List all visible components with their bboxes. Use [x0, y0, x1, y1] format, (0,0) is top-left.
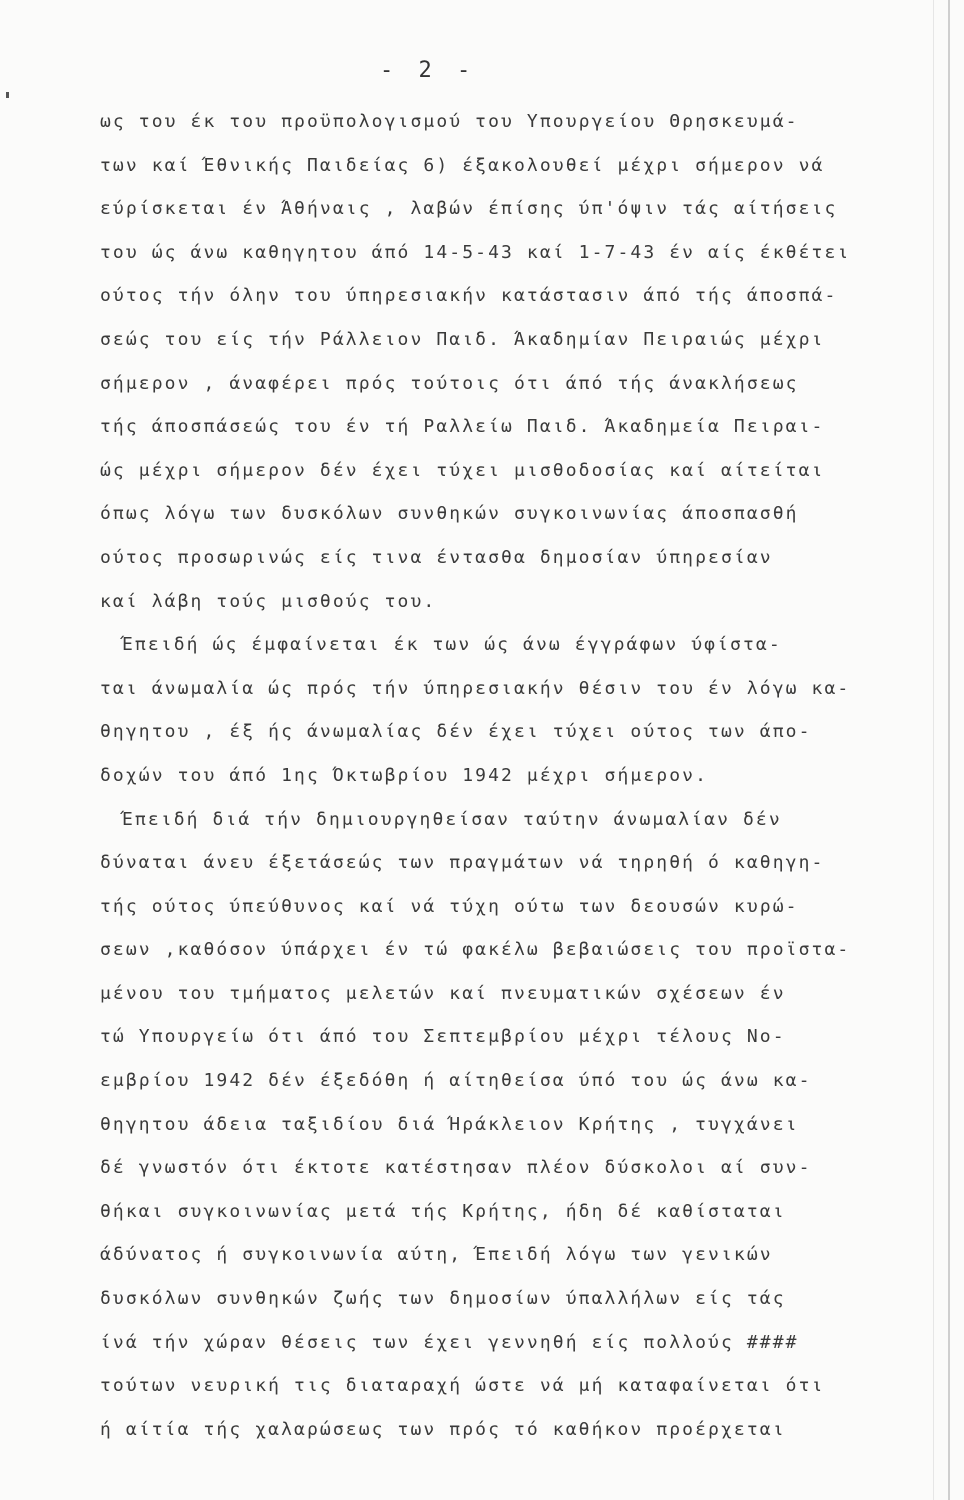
text-line: τούτων νευρική τις διαταραχή ώστε νά μή καταφαίνεται ότι	[100, 1375, 825, 1397]
text-line: ώς μέχρι σήμερον δέν έχει τύχει μισθοδοσίας καί αίτείται	[100, 459, 825, 481]
text-line: Έπειδή διά τήν δημιουργηθείσαν ταύτην άνωμαλίαν δέν	[122, 808, 782, 830]
text-line: δοχών του άπό 1ης Όκτωβρίου 1942 μέχρι σήμερον.	[100, 764, 709, 786]
ink-speck	[6, 92, 9, 98]
text-line: καί λάβη τούς μισθούς του.	[100, 590, 437, 612]
text-line: τώ Υπουργείω ότι άπό του Σεπτεμβρίου μέχρι τέλους Νο-	[100, 1026, 786, 1048]
text-line: σεων ,καθόσον ύπάρχει έν τώ φακέλω βεβαιώσεις του προϊστα-	[100, 939, 851, 961]
text-line: των καί Έθνικής Παιδείας 6) έξακολουθεί μέχρι σήμερον νά	[100, 154, 825, 176]
text-line: μένου του τμήματος μελετών καί πνευματικών σχέσεων έν	[100, 982, 786, 1004]
page-number: - 2 -	[380, 58, 477, 83]
text-line: θηγητου , έξ ής άνωμαλίας δέν έχει τύχει ούτος των άπο-	[100, 721, 812, 743]
page-edge	[948, 0, 950, 1500]
text-line: ως του έκ του προϋπολογισμού του Υπουργείου Θρησκευμά-	[100, 111, 799, 132]
text-line: τής άποσπάσεώς του έν τή Ραλλείω Παιδ. Άκαδημεία Πειραι-	[100, 416, 825, 438]
typed-text-body	[100, 100, 900, 1451]
text-line: σεώς του είς τήν Ράλλειον Παιδ. Άκαδημίαν Πειραιώς μέχρι	[100, 328, 825, 350]
page-edge-shadow	[933, 0, 934, 1500]
text-line: Έπειδή ώς έμφαίνεται έκ των ώς άνω έγγράφων ύφίστα-	[122, 634, 782, 656]
text-line: τής ούτος ύπεύθυνος καί νά τύχη ούτω των δεουσών κυρώ-	[100, 895, 799, 917]
text-line: ούτος τήν όλην του ύπηρεσιακήν κατάστασιν άπό τής άποσπά-	[100, 285, 838, 307]
text-line: δέ γνωστόν ότι έκτοτε κατέστησαν πλέον δύσκολοι αί συν-	[100, 1157, 812, 1179]
text-line: ή αίτία τής χαλαρώσεως των πρός τό καθήκον προέρχεται	[100, 1418, 786, 1440]
text-line: του ώς άνω καθηγητου άπό 14-5-43 καί 1-7-43 έν αίς έκθέτει	[100, 241, 851, 263]
text-line: εμβρίου 1942 δέν έξεδόθη ή αίτηθείσα ύπό του ώς άνω κα-	[100, 1070, 812, 1092]
text-line: σήμερον , άναφέρει πρός τούτοις ότι άπό τής άνακλήσεως	[100, 372, 799, 394]
text-line: ται άνωμαλία ώς πρός τήν ύπηρεσιακήν θέσιν του έν λόγω κα-	[100, 677, 851, 699]
text-line: θήκαι συγκοινωνίας μετά τής Κρήτης, ήδη δέ καθίσταται	[100, 1200, 786, 1222]
text-line: θηγητου άδεια ταξιδίου διά Ήράκλειον Κρήτης , τυγχάνει	[100, 1113, 799, 1135]
text-line: ούτος προσωρινώς είς τινα έντασθα δημοσίαν ύπηρεσίαν	[100, 546, 773, 568]
text-line: εύρίσκεται έν Άθήναις , λαβών έπίσης ύπ'όψιν τάς αίτήσεις	[100, 198, 838, 220]
text-line: όπως λόγω των δυσκόλων συνθηκών συγκοινωνίας άποσπασθή	[100, 503, 799, 525]
text-line: άδύνατος ή συγκοινωνία αύτη, Έπειδή λόγω των γενικών	[100, 1244, 773, 1266]
text-line: δύναται άνευ έξετάσεώς των πραγμάτων νά τηρηθή ό καθηγη-	[100, 852, 825, 874]
text-line: δυσκόλων συνθηκών ζωής των δημοσίων ύπαλλήλων είς τάς	[100, 1288, 786, 1310]
text-line: ίνά τήν χώραν θέσεις των έχει γεννηθή είς πολλούς ####	[100, 1331, 799, 1353]
